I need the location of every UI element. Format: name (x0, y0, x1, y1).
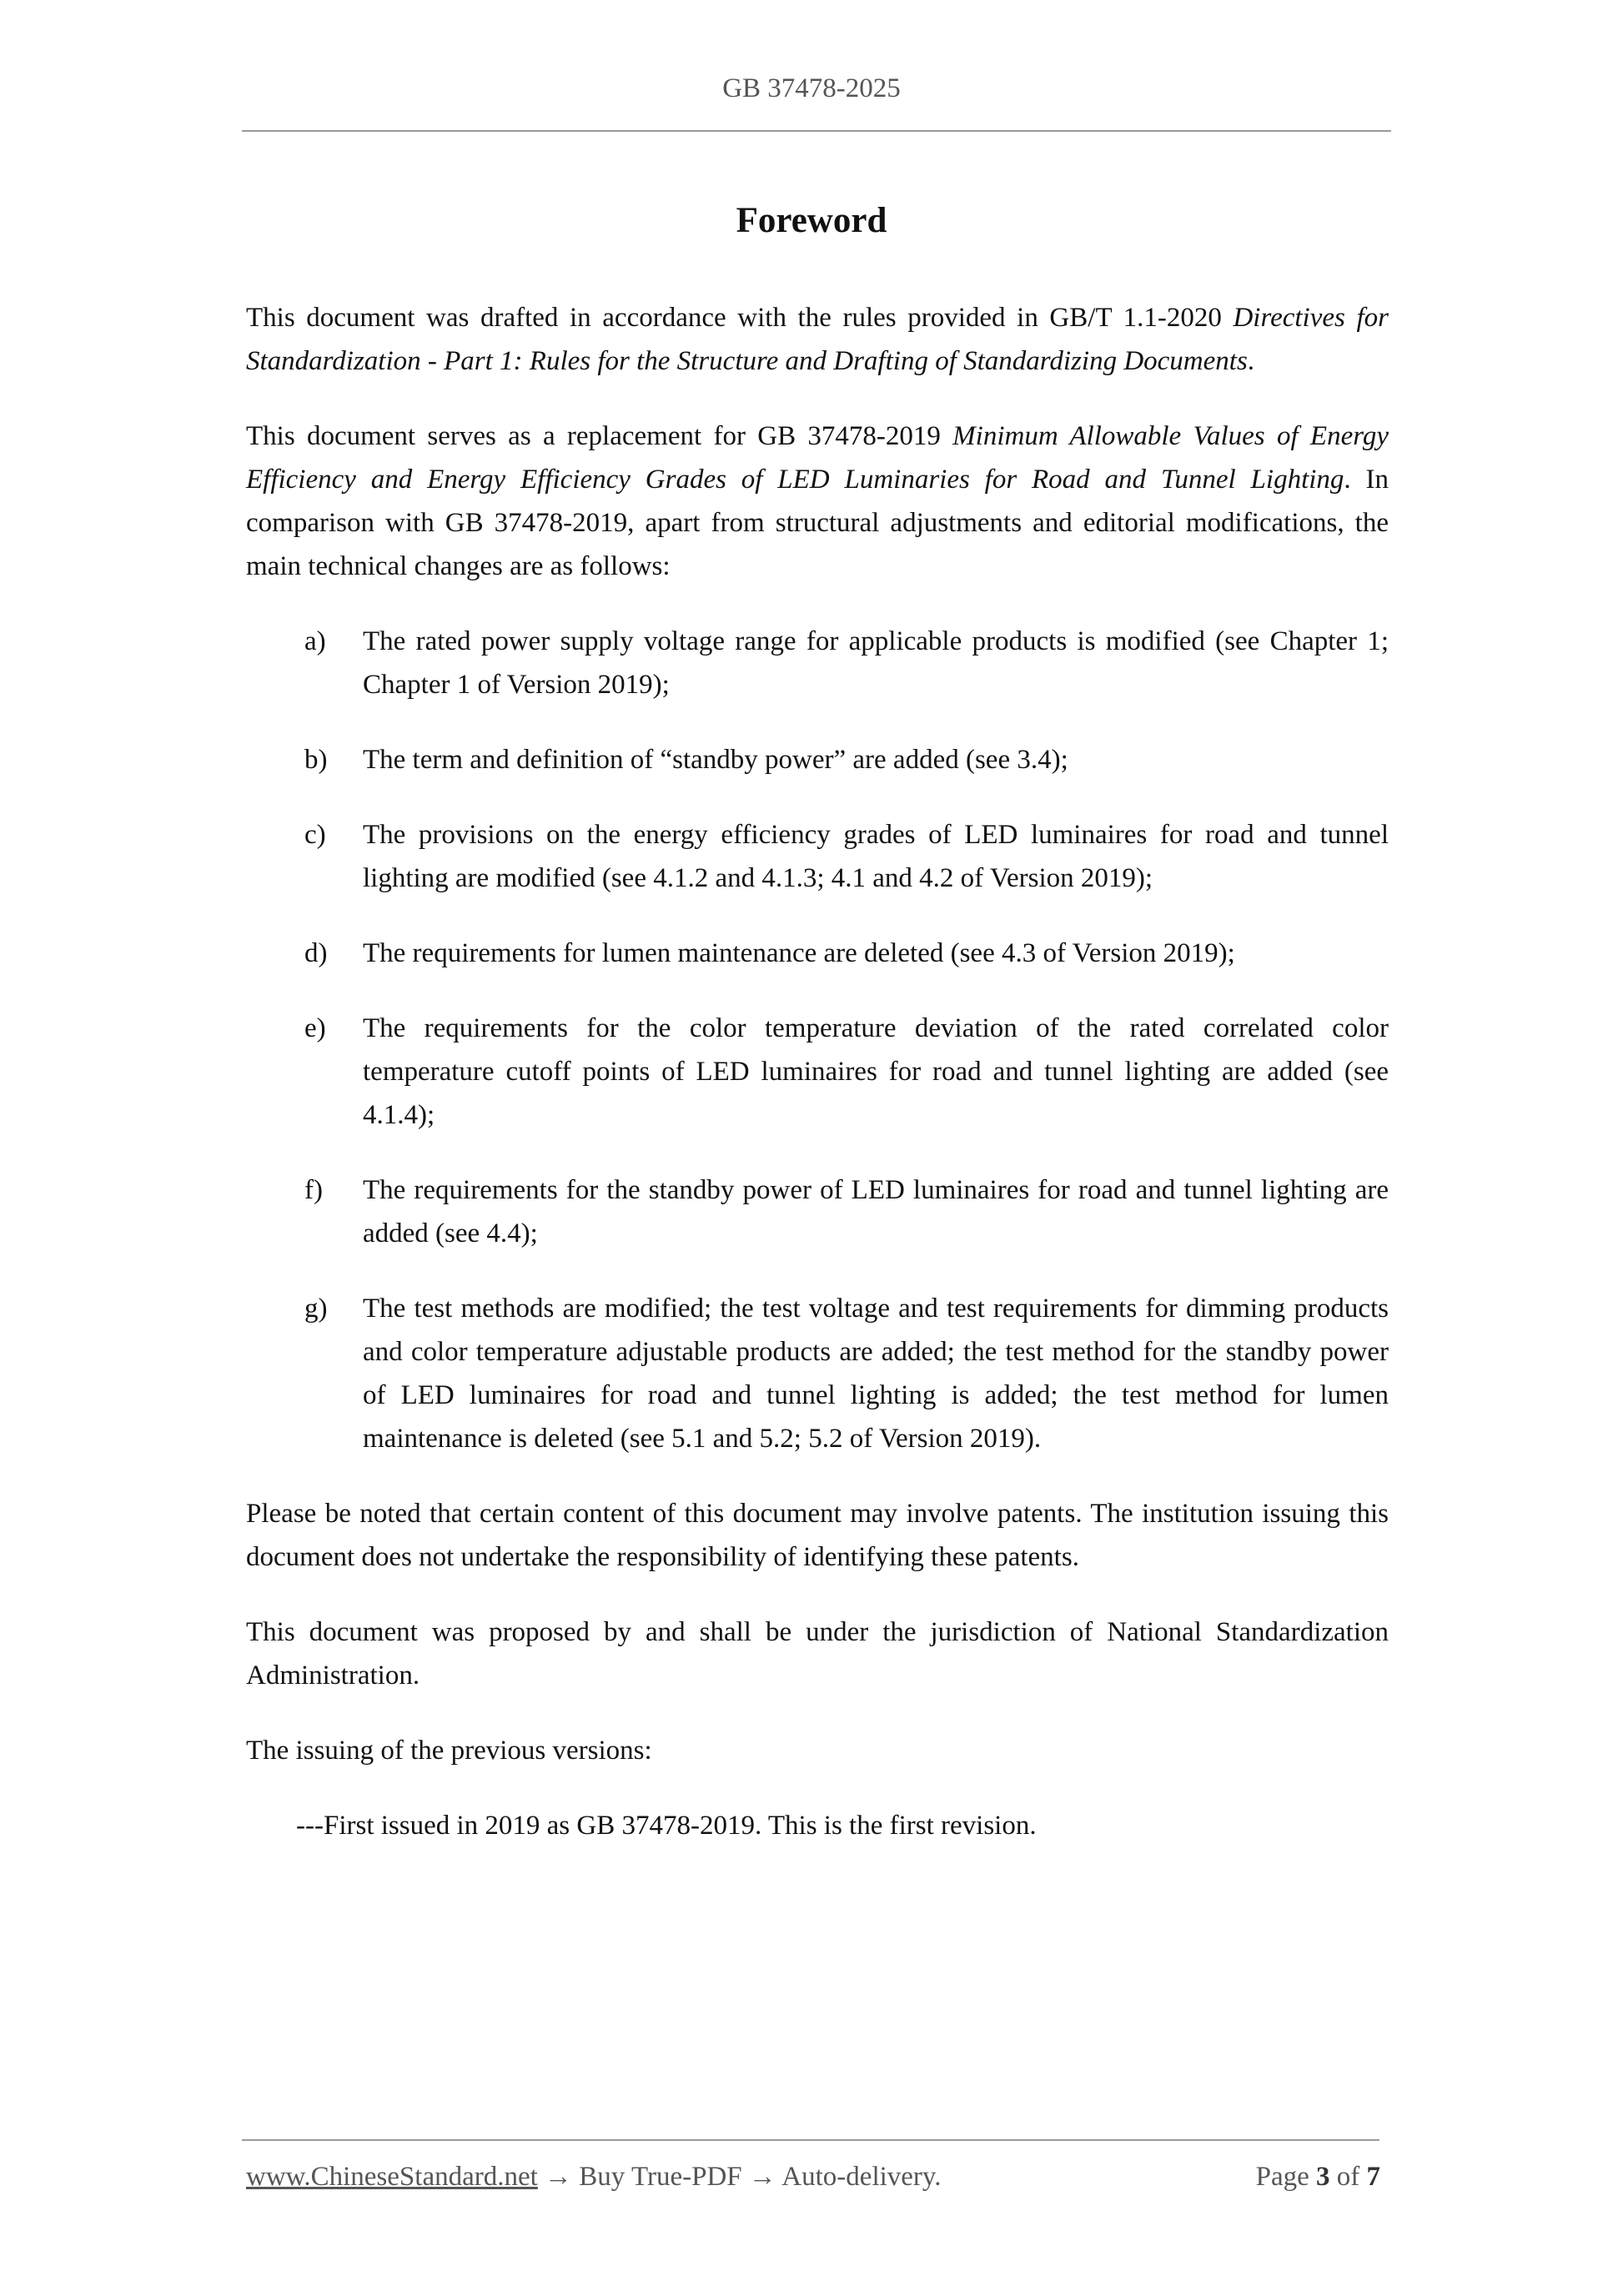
paragraph-text: . (1247, 346, 1255, 376)
list-item-text: The requirements for lumen maintenance are deleted (see 4.3 of Version 2019); (363, 938, 1235, 968)
list-item (246, 1168, 1389, 1255)
list-marker: b) (304, 745, 328, 775)
list-item-text: The test methods are modified; the test voltage and test requirements for dimming products and color temperature adjustable products are added; the test method for the standby power of LED luminaires for road and tunnel lighting is added; the test method for lumen maintenance is deleted (see 5.1 and 5.2; 5.2 of Version 2019). (363, 1294, 1389, 1454)
paragraph-previous-versions: The issuing of the previous versions: (246, 1736, 652, 1766)
list-item (246, 738, 1389, 781)
footer-promo (246, 2162, 942, 2193)
paragraph-text: This document serves as a replacement for GB 37478-2019 (246, 421, 953, 451)
page-label: Page (1255, 2162, 1309, 2192)
list-marker: a) (304, 626, 326, 656)
paragraph-replacement (246, 414, 1389, 588)
list-marker: f) (304, 1175, 323, 1205)
list-marker: g) (304, 1294, 328, 1324)
replaced-standard-title: Minimum Allowable Values of Energy Efficiency and Energy Efficiency Grades of LED Luminaries for Road and Tunnel Lighting (246, 421, 1389, 495)
list-item-text: The requirements for the standby power of LED luminaires for road and tunnel lighting are added (see 4.4); (363, 1175, 1389, 1248)
page-total: 7 (1366, 2162, 1380, 2192)
directive-title: Directives for Standardization - Part 1: Rules for the Structure and Drafting of Standardizing Documents (246, 303, 1389, 376)
list-marker: d) (304, 938, 328, 968)
technical-changes-list (246, 620, 1389, 1460)
page-indicator (1256, 2162, 1380, 2193)
page-title: Foreword (736, 201, 887, 240)
list-item (246, 813, 1389, 900)
header-doc-id: GB 37478-2025 (722, 73, 901, 103)
site-link[interactable]: www.ChineseStandard.net (246, 2162, 538, 2192)
version-history-line: ---First issued in 2019 as GB 37478-2019. This is the first revision. (296, 1811, 1037, 1841)
list-item-text: The provisions on the energy efficiency grades of LED luminaires for road and tunnel lighting are modified (see 4.1.2 and 4.1.3; 4.1 and 4.2 of Version 2019); (363, 820, 1389, 893)
foreword-body (246, 296, 1389, 1847)
footer-divider (242, 2139, 1379, 2141)
list-item (246, 1287, 1389, 1460)
paragraph-jurisdiction: This document was proposed by and shall be under the jurisdiction of National Standardization Administration. (246, 1617, 1389, 1691)
header-divider (242, 130, 1391, 132)
promo-text: → Buy True-PDF → Auto-delivery. (537, 2162, 942, 2192)
paragraph-text: This document was drafted in accordance with the rules provided in GB/T 1.1-2020 (246, 303, 1234, 333)
page-header (0, 73, 1623, 104)
list-item (246, 1007, 1389, 1137)
list-marker: e) (304, 1013, 326, 1043)
paragraph-drafting-rules (246, 296, 1389, 383)
list-item (246, 932, 1389, 975)
list-item-text: The term and definition of “standby power” are added (see 3.4); (363, 745, 1068, 775)
list-item-text: The requirements for the color temperature deviation of the rated correlated color temperature cutoff points of LED luminaires for road and tunnel lighting are added (see 4.1.4); (363, 1013, 1389, 1130)
page-current: 3 (1316, 2162, 1330, 2192)
page-of-label: of (1336, 2162, 1360, 2192)
list-item (246, 620, 1389, 706)
list-marker: c) (304, 820, 326, 850)
paragraph-text: . In comparison with GB 37478-2019, apart from structural adjustments and editorial modifications, the main technical changes are as follows: (246, 465, 1389, 581)
paragraph-patents: Please be noted that certain content of this document may involve patents. The institution issuing this document does not undertake the responsibility of identifying these patents. (246, 1499, 1389, 1572)
list-item-text: The rated power supply voltage range for applicable products is modified (see Chapter 1; Chapter 1 of Version 2019); (363, 626, 1389, 700)
